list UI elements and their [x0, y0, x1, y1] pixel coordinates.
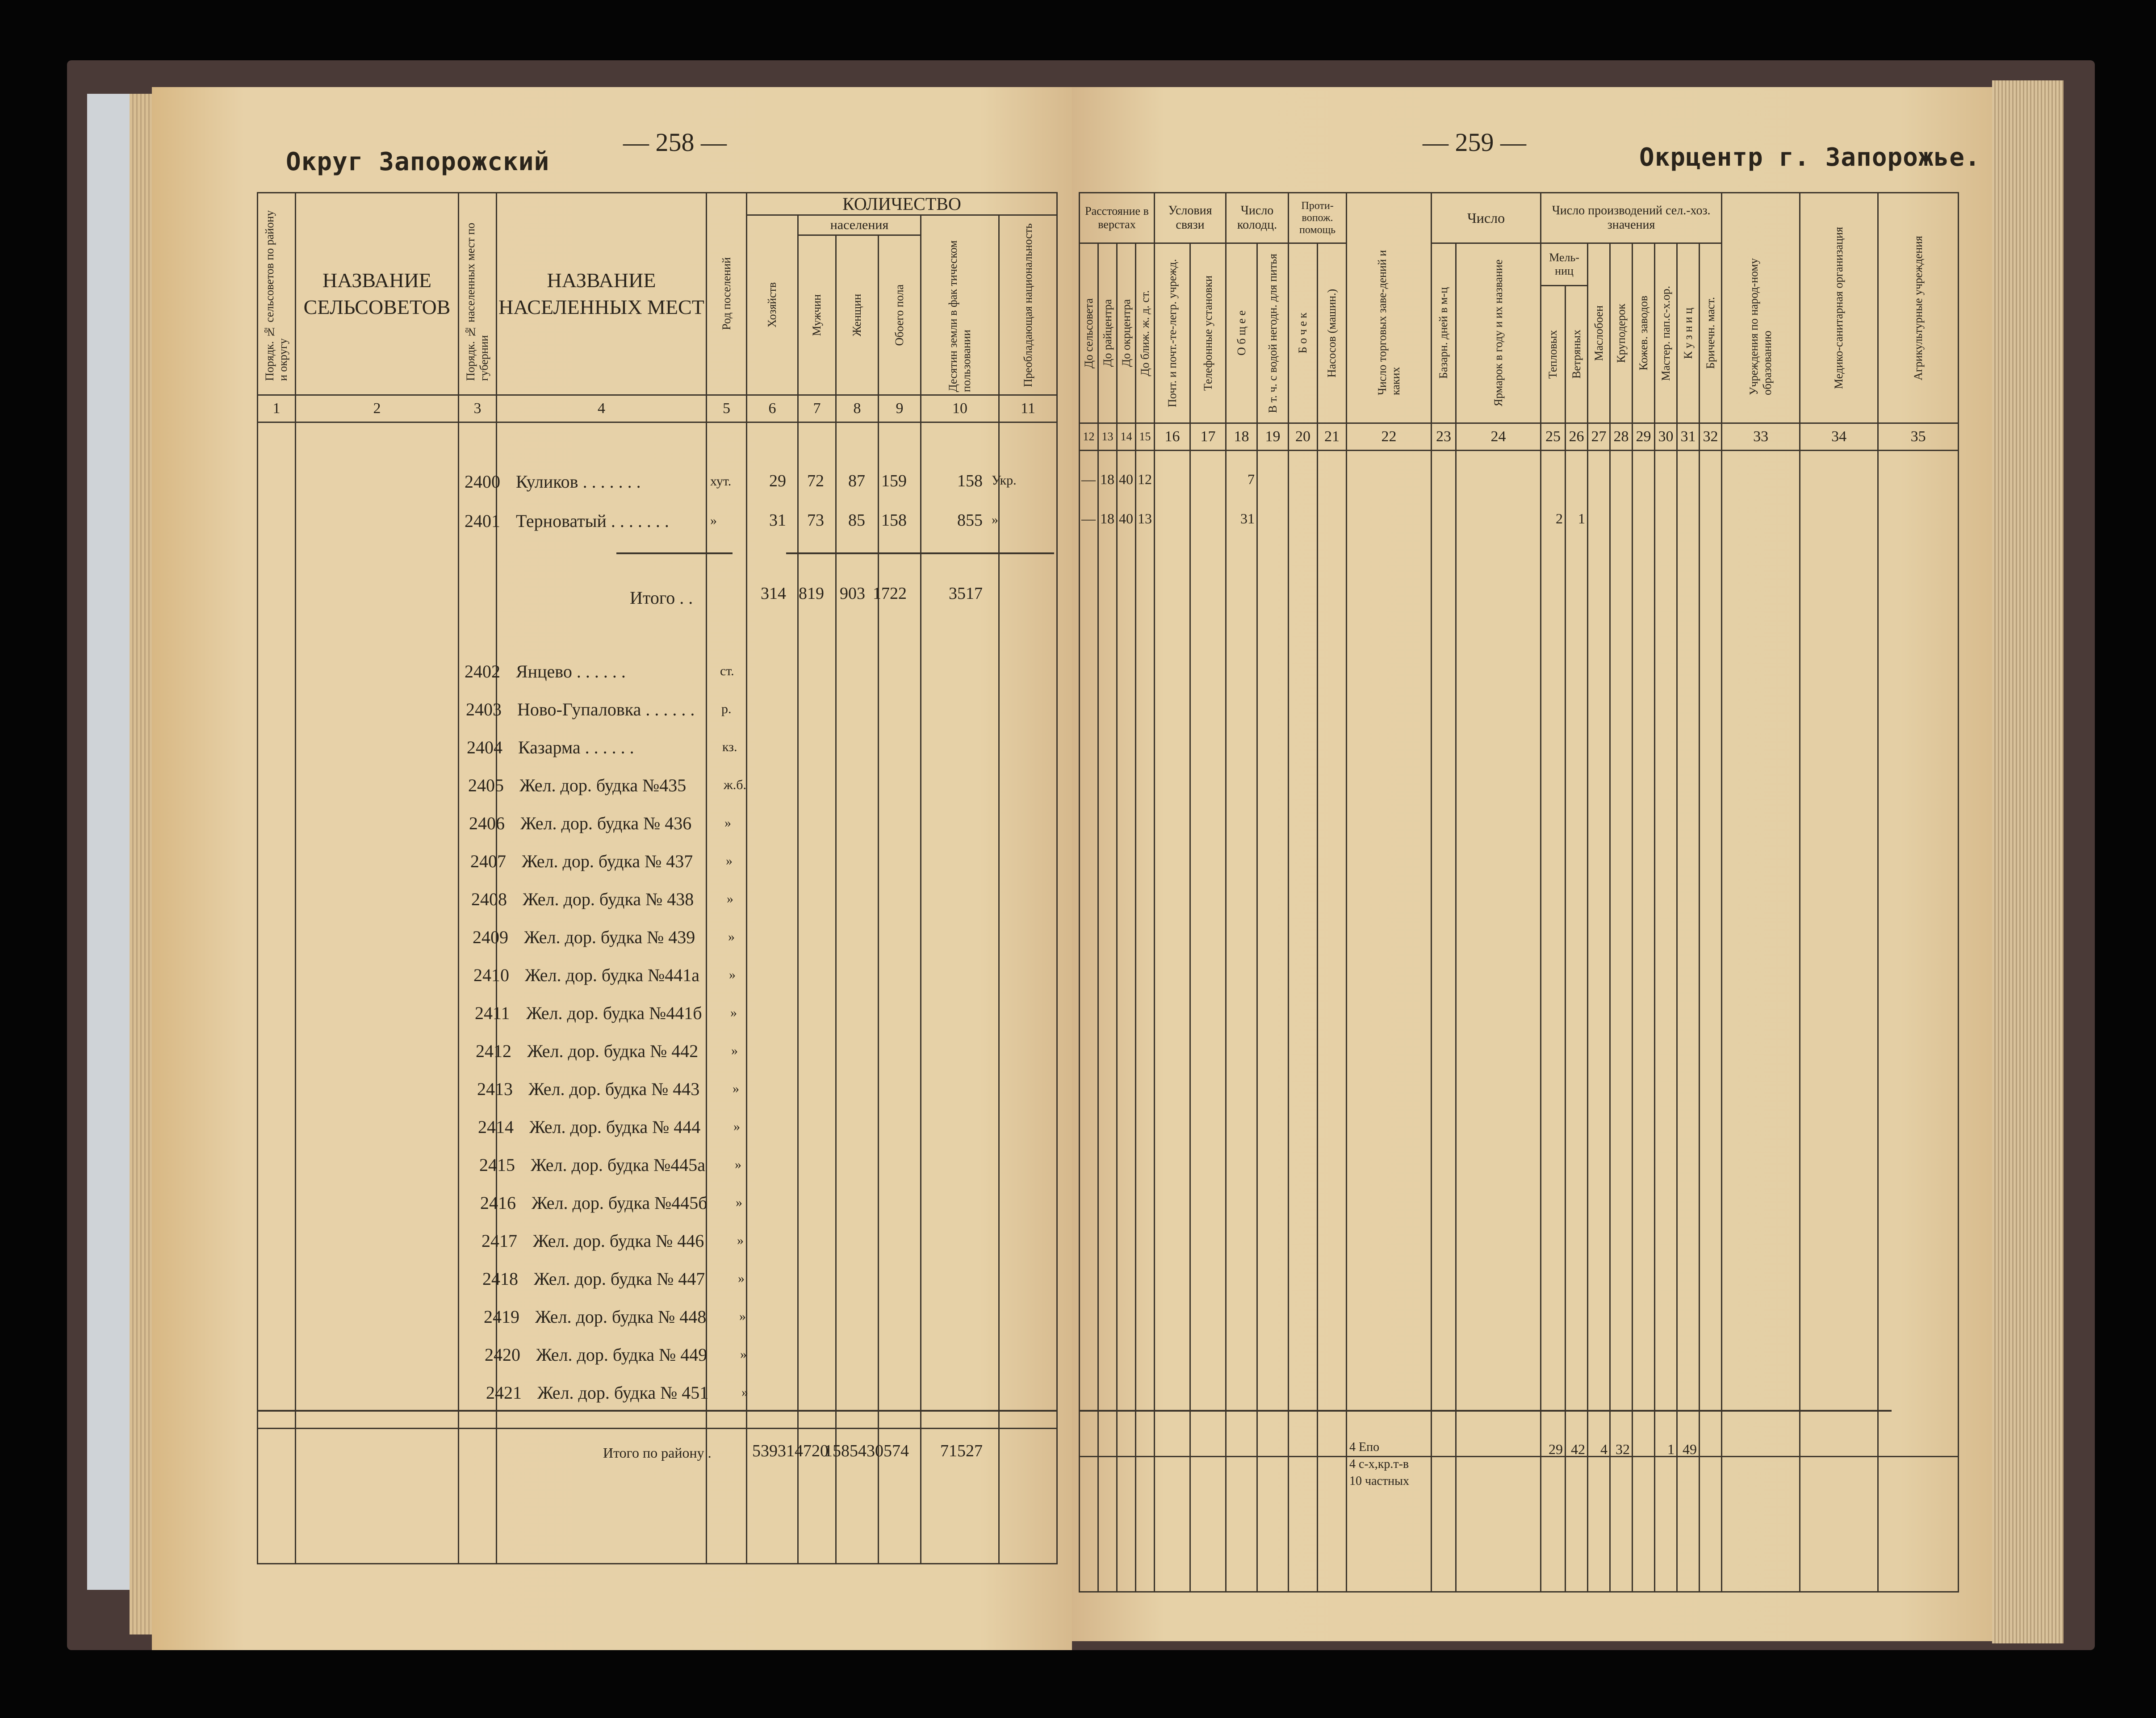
place-number: 2413 [477, 1079, 513, 1099]
col-24-header: Ярмарок в году и их название [1491, 259, 1505, 407]
settlement-type: хут. [710, 474, 732, 489]
col-35-header: Агрикультурные учреждения [1911, 235, 1925, 380]
col-19-header: В т. ч. с водой негодн. для питья [1266, 253, 1279, 413]
right-page [1072, 87, 1992, 1641]
settlement-type: » [738, 1271, 745, 1286]
place-name: Жел. дор. будка № 439 [524, 927, 695, 947]
col-18-header: О б щ е е [1235, 310, 1248, 356]
settlement-type: » [728, 929, 735, 944]
col-num: 35 [1878, 423, 1959, 451]
place-name: Терноватый . . . . . . . [516, 511, 669, 531]
col-1-header: Порядк. № сельсоветов по району и округу [263, 210, 289, 381]
running-head-right: Окрцентр г. Запорожье. [1639, 143, 1980, 172]
col-12-header: До сельсовета [1082, 298, 1095, 368]
place-name: Жел. дор. будка №441б [526, 1003, 702, 1023]
women-value: 85 [848, 511, 865, 530]
col-num: 20 [1289, 423, 1318, 451]
col-10-header: Десятин земли в фак тическом пользовании [946, 240, 973, 392]
place-number: 2420 [485, 1345, 520, 1365]
place-number: 2402 [465, 661, 500, 681]
col-num: 14 [1117, 423, 1136, 451]
place-number: 2411 [475, 1003, 510, 1023]
settlement-type: кз. [722, 740, 737, 754]
place-number: 2408 [471, 889, 507, 909]
place-name: Жел. дор. будка № 449 [536, 1345, 708, 1365]
col-num: 8 [836, 395, 879, 422]
district-total-households: 5393 [752, 1442, 786, 1460]
col-29-header: Кожев. заводов [1637, 296, 1650, 371]
place-number: 2412 [476, 1041, 511, 1061]
place-name: Казарма . . . . . . [518, 737, 634, 757]
place-number: 2409 [473, 927, 508, 947]
place-name: Жел. дор. будка № 442 [527, 1041, 699, 1061]
total-c27: 4 [1600, 1441, 1608, 1457]
place-name: Жел. дор. будка № 451 [537, 1383, 709, 1403]
col-21-header: Насосов (машин.) [1325, 288, 1339, 378]
left-page [152, 87, 1072, 1650]
place-name: Янцево . . . . . . [516, 661, 626, 681]
place-name: Жел. дор. будка №445б [532, 1193, 708, 1213]
district-total-men: 14720 [786, 1442, 829, 1460]
col-34-header: Медико-санитарная организация [1832, 226, 1846, 389]
mills-group-header: Мель-ниц [1541, 243, 1588, 286]
col-31-header: К у з н и ц [1681, 307, 1695, 359]
col-num: 18 [1226, 423, 1257, 451]
settlement-type: ж.б. [724, 777, 746, 792]
col-num: 4 [497, 395, 707, 422]
place-name: Жел. дор. будка № 438 [523, 889, 694, 909]
district-total-women: 15854 [824, 1442, 867, 1460]
col-num: 7 [798, 395, 836, 422]
place-name: Жел. дор. будка № 437 [522, 851, 693, 871]
cell-c14: 40 [1119, 471, 1133, 487]
col-20-header: Б о ч е к [1296, 313, 1310, 354]
settlement-type: » [740, 1347, 747, 1362]
number-group-header: Число [1432, 193, 1541, 243]
cell-c18: 7 [1248, 471, 1255, 487]
subtotal-women: 903 [840, 584, 865, 603]
col-num: 30 [1655, 423, 1677, 451]
col-num: 13 [1098, 423, 1117, 451]
col-num: 21 [1318, 423, 1347, 451]
page-number-left: — 258 — [623, 128, 727, 157]
col-30-header: Мастер. пап.с-х.ор. [1659, 285, 1672, 381]
place-number: 2406 [469, 813, 505, 833]
district-total-both: 30574 [867, 1442, 909, 1460]
col-17-header: Телефонные установки [1201, 276, 1214, 391]
col-num: 16 [1155, 423, 1190, 451]
total-c22-line: 4 Епо [1349, 1440, 1380, 1454]
industry-group-header: Число производений сел.-хоз. значения [1541, 193, 1722, 243]
subtotal-households: 314 [761, 584, 786, 603]
place-number: 2401 [465, 511, 500, 531]
cell-c15: 13 [1138, 510, 1152, 527]
cell-c26: 1 [1578, 510, 1585, 527]
col-num: 3 [459, 395, 497, 422]
men-value: 72 [807, 472, 824, 490]
subtotal-men: 819 [799, 584, 824, 603]
place-number: 2407 [470, 851, 506, 871]
col-num: 29 [1633, 423, 1655, 451]
settlement-type: » [710, 513, 717, 528]
col-11-header: Преобладающая национальность [1021, 223, 1034, 387]
col-num: 15 [1136, 423, 1155, 451]
group-quantity-header: КОЛИЧЕСТВО [747, 193, 1057, 215]
place-number: 2418 [482, 1269, 518, 1289]
households-value: 29 [769, 472, 786, 490]
place-name: Ново-Гупаловка . . . . . . [517, 699, 695, 719]
col-13-header: До райцентра [1101, 299, 1114, 367]
total-c22-line: 4 с-х,кр.т-в [1349, 1457, 1409, 1471]
place-name: Жел. дор. будка № 448 [535, 1307, 707, 1327]
col-25-header: Тепловых [1546, 330, 1560, 379]
place-number: 2416 [480, 1193, 516, 1213]
subtotal-both: 1722 [873, 584, 907, 603]
place-number: 2421 [486, 1383, 522, 1403]
total-rule-right [1079, 1410, 1892, 1412]
col-14-header: До окрцентра [1119, 299, 1133, 367]
col-num: 11 [999, 395, 1057, 422]
cell-c12: — [1081, 471, 1096, 487]
col-7-header: Мужчин [810, 294, 823, 336]
col-num: 23 [1432, 423, 1456, 451]
col-27-header: Маслобоен [1592, 305, 1605, 361]
right-page-edges [1992, 80, 2064, 1643]
settlement-type: » [726, 853, 733, 868]
cell-c18: 31 [1240, 510, 1255, 527]
subtotal-label: Итого . . [630, 588, 693, 608]
place-number: 2404 [467, 737, 502, 757]
settlement-type: » [736, 1195, 742, 1210]
col-num: 25 [1541, 423, 1566, 451]
place-name: Жел. дор. будка №445а [531, 1155, 706, 1175]
nationality-value: » [992, 512, 998, 527]
distance-group-header: Расстояние в верстах [1080, 193, 1155, 243]
settlement-type: » [729, 967, 736, 982]
cell-c14: 40 [1119, 510, 1133, 527]
col-num: 19 [1257, 423, 1289, 451]
population-subheader: населения [798, 215, 921, 235]
settlement-type: » [733, 1081, 739, 1096]
total-c22-line: 10 частных [1349, 1474, 1409, 1488]
wells-group-header: Число колодц. [1226, 193, 1289, 243]
settlement-type: » [730, 1005, 737, 1020]
col-num: 1 [258, 395, 296, 422]
place-name: Жел. дор. будка № 443 [528, 1079, 700, 1099]
place-number: 2400 [465, 472, 500, 492]
place-number: 2403 [466, 699, 502, 719]
col-2-header: НАЗВАНИЕ СЕЛЬСОВЕТОВ [296, 193, 459, 395]
right-table [1079, 192, 1959, 1593]
col-33-header: Учреждения по народ-ному образованию [1747, 258, 1774, 395]
place-name: Жел. дор. будка № 446 [533, 1231, 704, 1251]
col-28-header: Круподерок [1614, 303, 1628, 363]
col-23-header: Базарн. дней в м-ц [1437, 287, 1450, 379]
place-name: Жел. дор. будка №435 [519, 775, 687, 795]
col-num: 9 [879, 395, 921, 422]
cell-c12: — [1081, 510, 1096, 527]
women-value: 87 [848, 472, 865, 490]
place-number: 2414 [478, 1117, 514, 1137]
place-name: Жел. дор. будка № 436 [520, 813, 692, 833]
col-num: 27 [1588, 423, 1610, 451]
total-rule [257, 1410, 1056, 1412]
settlement-type: ст. [720, 664, 734, 678]
both-sexes-value: 159 [881, 472, 907, 490]
settlement-type: » [735, 1157, 741, 1172]
settlement-type: » [741, 1385, 748, 1400]
col-num: 5 [707, 395, 747, 422]
place-name: Жел. дор. будка № 447 [534, 1269, 705, 1289]
col-num: 26 [1566, 423, 1588, 451]
communication-group-header: Условия связи [1155, 193, 1226, 243]
place-number: 2415 [479, 1155, 515, 1175]
place-name: Жел. дор. будка № 444 [529, 1117, 701, 1137]
settlement-type: » [727, 891, 733, 906]
total-c30: 1 [1667, 1441, 1675, 1457]
district-total-land: 71527 [940, 1442, 983, 1460]
district-total-label: Итого по району . [603, 1445, 712, 1461]
col-num: 12 [1080, 423, 1098, 451]
col-5-header: Род поселений [720, 257, 733, 330]
total-c28: 32 [1616, 1441, 1630, 1457]
col-22-header: Число торговых заве-дений и каких [1375, 250, 1402, 395]
page-number-right: — 259 — [1423, 128, 1526, 157]
settlement-type: » [724, 815, 731, 830]
col-num: 22 [1347, 423, 1432, 451]
running-head-left: Округ Запорожский [286, 147, 550, 176]
col-8-header: Женщин [850, 293, 863, 337]
col-9-header: Обоего пола [893, 284, 906, 346]
col-3-header: Порядк. № населенных мест по губернии [464, 222, 490, 381]
land-value: 855 [957, 511, 983, 530]
settlement-type: » [739, 1309, 746, 1324]
households-value: 31 [769, 511, 786, 530]
col-num: 33 [1722, 423, 1800, 451]
total-c26: 42 [1571, 1441, 1585, 1457]
col-num: 6 [747, 395, 798, 422]
col-4-header: НАЗВАНИЕ НАСЕЛЕННЫХ МЕСТ [497, 193, 707, 395]
cell-c13: 18 [1100, 471, 1114, 487]
total-c31: 49 [1683, 1441, 1697, 1457]
settlement-type: р. [721, 702, 732, 716]
total-c25: 29 [1549, 1441, 1563, 1457]
cell-c25: 2 [1556, 510, 1563, 527]
col-15-header: До ближ. ж. д. ст. [1138, 290, 1151, 376]
col-32-header: Бричечн. маст. [1704, 297, 1717, 369]
col-26-header: Ветряных [1570, 330, 1583, 379]
col-6-header: Хозяйств [766, 282, 779, 328]
col-num: 28 [1610, 423, 1633, 451]
col-num: 31 [1677, 423, 1700, 451]
bookmark-strip [87, 94, 130, 1590]
settlement-type: » [737, 1233, 744, 1248]
cell-c13: 18 [1100, 510, 1114, 527]
col-num: 24 [1456, 423, 1541, 451]
col-num: 32 [1700, 423, 1722, 451]
settlement-type: » [733, 1119, 740, 1134]
nationality-value: Укр. [992, 473, 1017, 488]
place-number: 2419 [484, 1307, 519, 1327]
subtotal-rule [616, 552, 733, 554]
col-16-header: Почт. и почт.-те-легр. учрежд. [1165, 259, 1179, 407]
fire-group-header: Проти-вопож. помощь [1289, 193, 1347, 243]
col-num: 10 [921, 395, 999, 422]
place-number: 2405 [468, 775, 504, 795]
cell-c15: 12 [1138, 471, 1152, 487]
both-sexes-value: 158 [881, 511, 907, 530]
subtotal-rule-2 [786, 552, 1054, 554]
col-num: 2 [296, 395, 459, 422]
col-num: 34 [1800, 423, 1878, 451]
col-num: 17 [1190, 423, 1226, 451]
place-name: Жел. дор. будка №441а [525, 965, 700, 985]
place-number: 2410 [473, 965, 509, 985]
settlement-type: » [731, 1043, 738, 1058]
subtotal-land: 3517 [949, 584, 983, 603]
land-value: 158 [957, 472, 983, 490]
men-value: 73 [807, 511, 824, 530]
place-name: Куликов . . . . . . . [516, 472, 641, 492]
place-number: 2417 [481, 1231, 517, 1251]
